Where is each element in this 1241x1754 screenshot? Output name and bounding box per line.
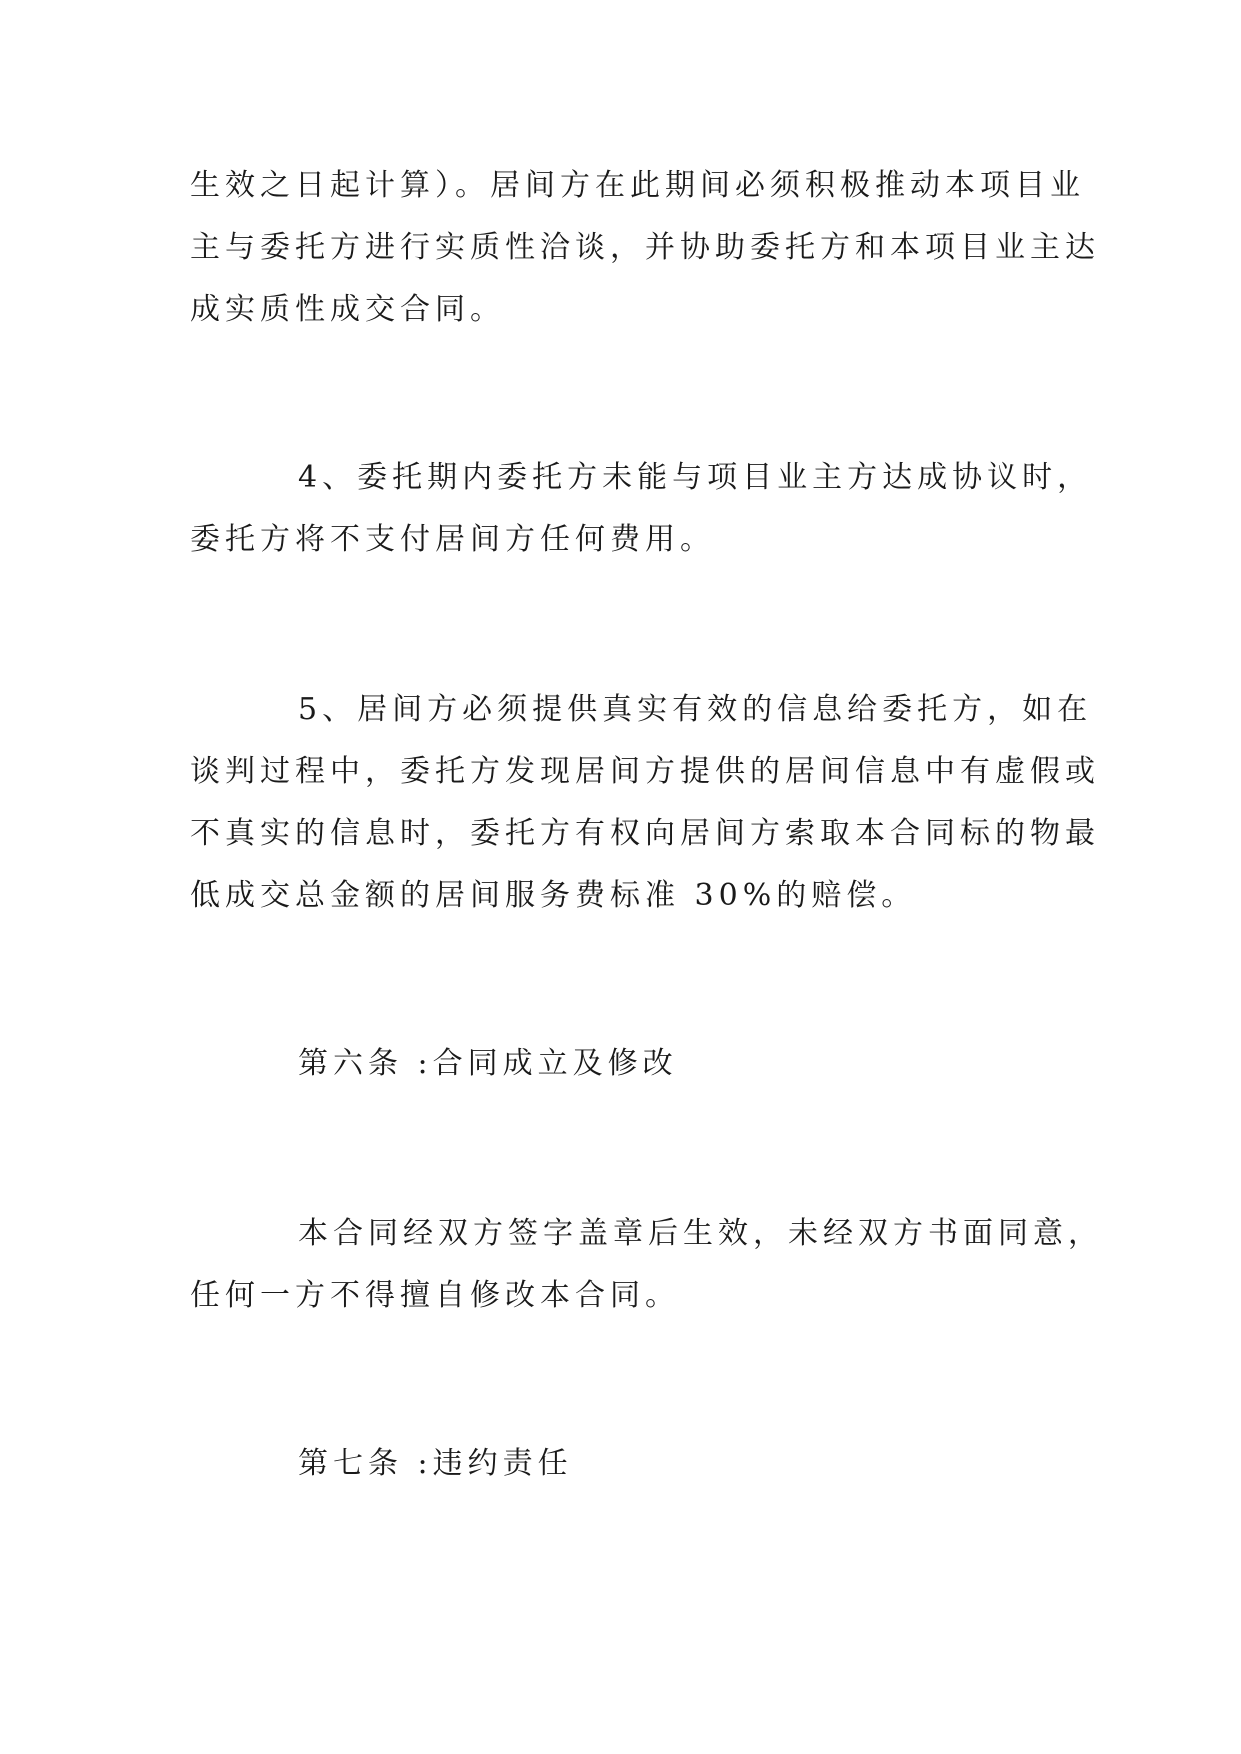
text-line: 低成交总金额的居间服务费标准 30%的赔偿。 [190,878,917,913]
text-line: 谈判过程中，委托方发现居间方提供的居间信息中有虚假或 [190,754,1100,789]
text-line: 主与委托方进行实质性洽谈，并协助委托方和本项目业主达 [190,230,1100,265]
text-line: 不真实的信息时，委托方有权向居间方索取本合同标的物最 [190,816,1100,851]
text-line: 本合同经双方签字盖章后生效，未经双方书面同意， [298,1216,1103,1251]
text-line: 5、居间方必须提供真实有效的信息给委托方，如在 [298,692,1093,727]
text-line: 成实质性成交合同。 [190,292,505,327]
text-line: 任何一方不得擅自修改本合同。 [190,1278,680,1313]
section-heading: 第七条 :违约责任 [298,1446,573,1481]
text-line: 生效之日起计算）。居间方在此期间必须积极推动本项目业 [190,168,1085,203]
section-heading: 第六条 :合同成立及修改 [298,1046,678,1081]
text-line: 委托方将不支付居间方任何费用。 [190,522,715,557]
text-line: 4、委托期内委托方未能与项目业主方达成协议时， [298,460,1093,495]
